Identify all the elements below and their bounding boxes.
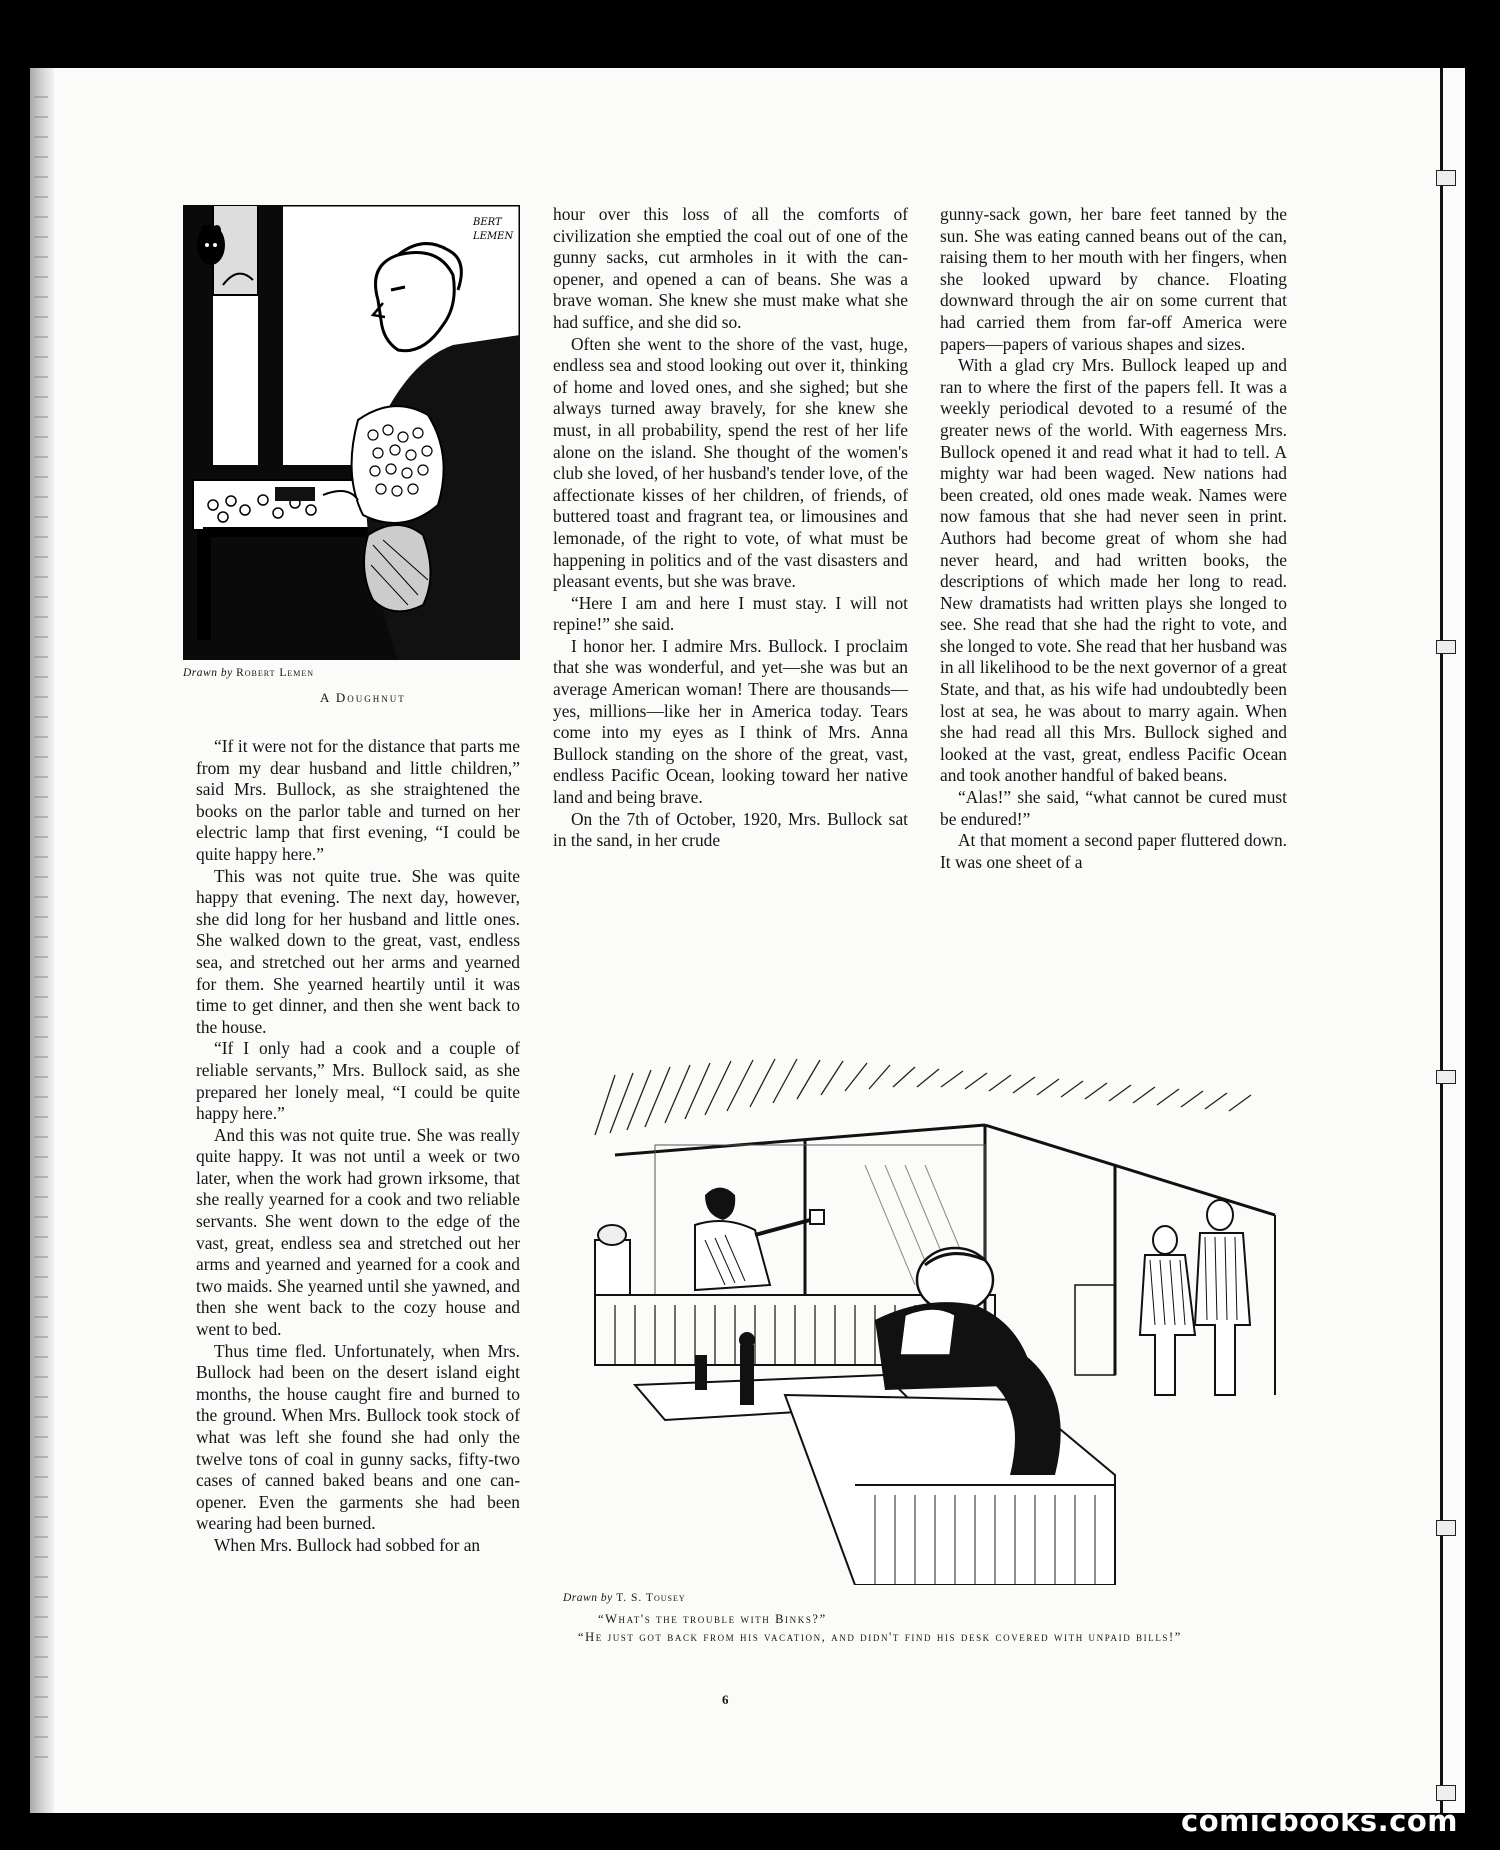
page-edge-tab (1436, 170, 1456, 186)
svg-text:LEMEN: LEMEN (473, 231, 514, 242)
paragraph: On the 7th of October, 1920, Mrs. Bullock sat in the sand, in her crude (553, 808, 908, 851)
paragraph: This was not quite true. She was quite happy that evening. The next day, however, she did long for her husband and little ones. She walked down to the great, vast, endless sea, and stretched out her arms and yearned for them. She yearned heartily until it was time to get dinner, and then she went back to the house. (196, 865, 520, 1037)
paragraph: gunny-sack gown, her bare feet tanned by the sun. She was eating canned beans out of the can, raising them to her mouth with her fingers, when she looked upward by chance. Floating downward through the air on some current that had carried them from far-off America were papers—papers of various shapes and sizes. (940, 204, 1287, 354)
top-illustration-credit (183, 667, 314, 679)
article-column-3 (940, 204, 1287, 873)
article-column-1 (196, 736, 520, 1557)
paragraph: With a glad cry Mrs. Bullock leaped up and ran to where the first of the papers fell. It was a weekly periodical devoted to a resumé of the greater news of the world. With eagerness Mrs. Bullock opened it and read what it had to tell. A mighty war had been waged. New nations had been created, old ones made weak. Names were now famous that she had never seen in print. Authors had become great of whom she had never heard, and had written books, the descriptions of which made her long to read. New dramatists had written plays she longed to see. She read that she had the right to vote, and she longed to vote. She read that her husband was in all likelihood to be the next governor of a great State, and that, as his wife had undoubtedly been lost at sea, he was about to marry again. When she had read all this Mrs. Bullock sighed and looked at the vast, great, endless Pacific Ocean and took another handful of baked beans. (940, 355, 1287, 786)
page-number: 6 (722, 1692, 729, 1707)
page-spine (30, 68, 54, 1813)
paragraph: “Here I am and here I must stay. I will not repine!” she said. (553, 592, 908, 635)
page-edge-tab (1436, 1785, 1456, 1801)
office-cartoon-illustration (555, 1055, 1288, 1585)
page-edge-tab (1436, 1070, 1456, 1084)
svg-text:BERT: BERT (473, 217, 502, 228)
page-edge-tab (1436, 1520, 1456, 1536)
credit-name: T. S. Tousey (616, 1592, 686, 1604)
page-edge-tab (1436, 640, 1456, 654)
paragraph: “If it were not for the distance that parts me from my dear husband and little children,” said Mrs. Bullock, as she straightened the books on the parlor table and turned on her electric lamp that first evening, “I could be quite happy here.” (196, 736, 520, 864)
paragraph: Often she went to the shore of the vast, huge, endless sea and stood looking out over it, thinking of home and loved ones, and she sighed; but she always turned away bravely, for she knew she must, in all probability, spend the rest of her life alone on the island. She thought of the women's club she loved, of her husband's tender love, of the affectionate kisses of her children, of friends, of buttered toast and fragrant tea, or limousines and lemonade, of the right to vote, of what must be happening in politics and of the vast disasters and pleasant events, but she was brave. (553, 333, 908, 592)
credit-prefix: Drawn by (563, 1592, 613, 1604)
paragraph: “Alas!” she said, “what cannot be cured must be endured!” (940, 787, 1287, 829)
paragraph: I honor her. I admire Mrs. Bullock. I proclaim that she was wonderful, and yet—she was but an average American woman! There are thousands—yes, millions—like her in America today. Tears come into my eyes as I think of Mrs. Anna Bullock standing on the shore of the great, vast, endless Pacific Ocean, looking toward her native land and being brave. (553, 635, 908, 808)
caption-line: “He just got back from his vacation, and didn't find his desk covered with unpaid bills!” (578, 1630, 1182, 1644)
paragraph: And this was not quite true. She was really quite happy. It was not until a week or two later, when the work had grown irksome, that she really yearned for a cook and two reliable servants. She went down to the edge of the vast, great, endless sea and stretched out her arms and yearned and yearned for a cook and two maids. She yearned until she yawned, and then she went back to the cozy house and went to bed. (196, 1124, 520, 1340)
watermark: comicbooks.com (1181, 1804, 1458, 1838)
paragraph: hour over this loss of all the comforts of civilization she emptied the coal out of one of the gunny sacks, cut armholes in it with the can-opener, and opened a can of beans. She was a brave woman. She knew she must make what she had suffice, and she did so. (553, 204, 908, 332)
article-column-2 (553, 204, 908, 852)
paragraph: At that moment a second paper fluttered down. It was one sheet of a (940, 830, 1287, 872)
top-illustration-caption: A Doughnut (320, 690, 406, 705)
paragraph: Thus time fled. Unfortunately, when Mrs. Bullock had been on the desert island eight months, the house caught fire and burned to the ground. When Mrs. Bullock took stock of what was left she found she had only the twelve tons of coal in gunny sacks, fifty-two cases of canned baked beans and one can-opener. Even the garments she had been wearing had been burned. (196, 1340, 520, 1534)
bottom-illustration-credit (563, 1592, 686, 1604)
credit-name: Robert Lemen (236, 667, 315, 679)
paragraph: When Mrs. Bullock had sobbed for an (214, 1534, 481, 1555)
page-edge-line (1440, 68, 1443, 1813)
paragraph: “If I only had a cook and a couple of reliable servants,” Mrs. Bullock said, as she prepared her lonely meal, “I could be quite happy here.” (196, 1038, 520, 1124)
caption-line: “What's the trouble with Binks?” (598, 1612, 827, 1626)
credit-prefix: Drawn by (183, 667, 233, 679)
doughnut-cartoon-illustration (183, 205, 520, 660)
bottom-illustration-caption (578, 1610, 1298, 1646)
